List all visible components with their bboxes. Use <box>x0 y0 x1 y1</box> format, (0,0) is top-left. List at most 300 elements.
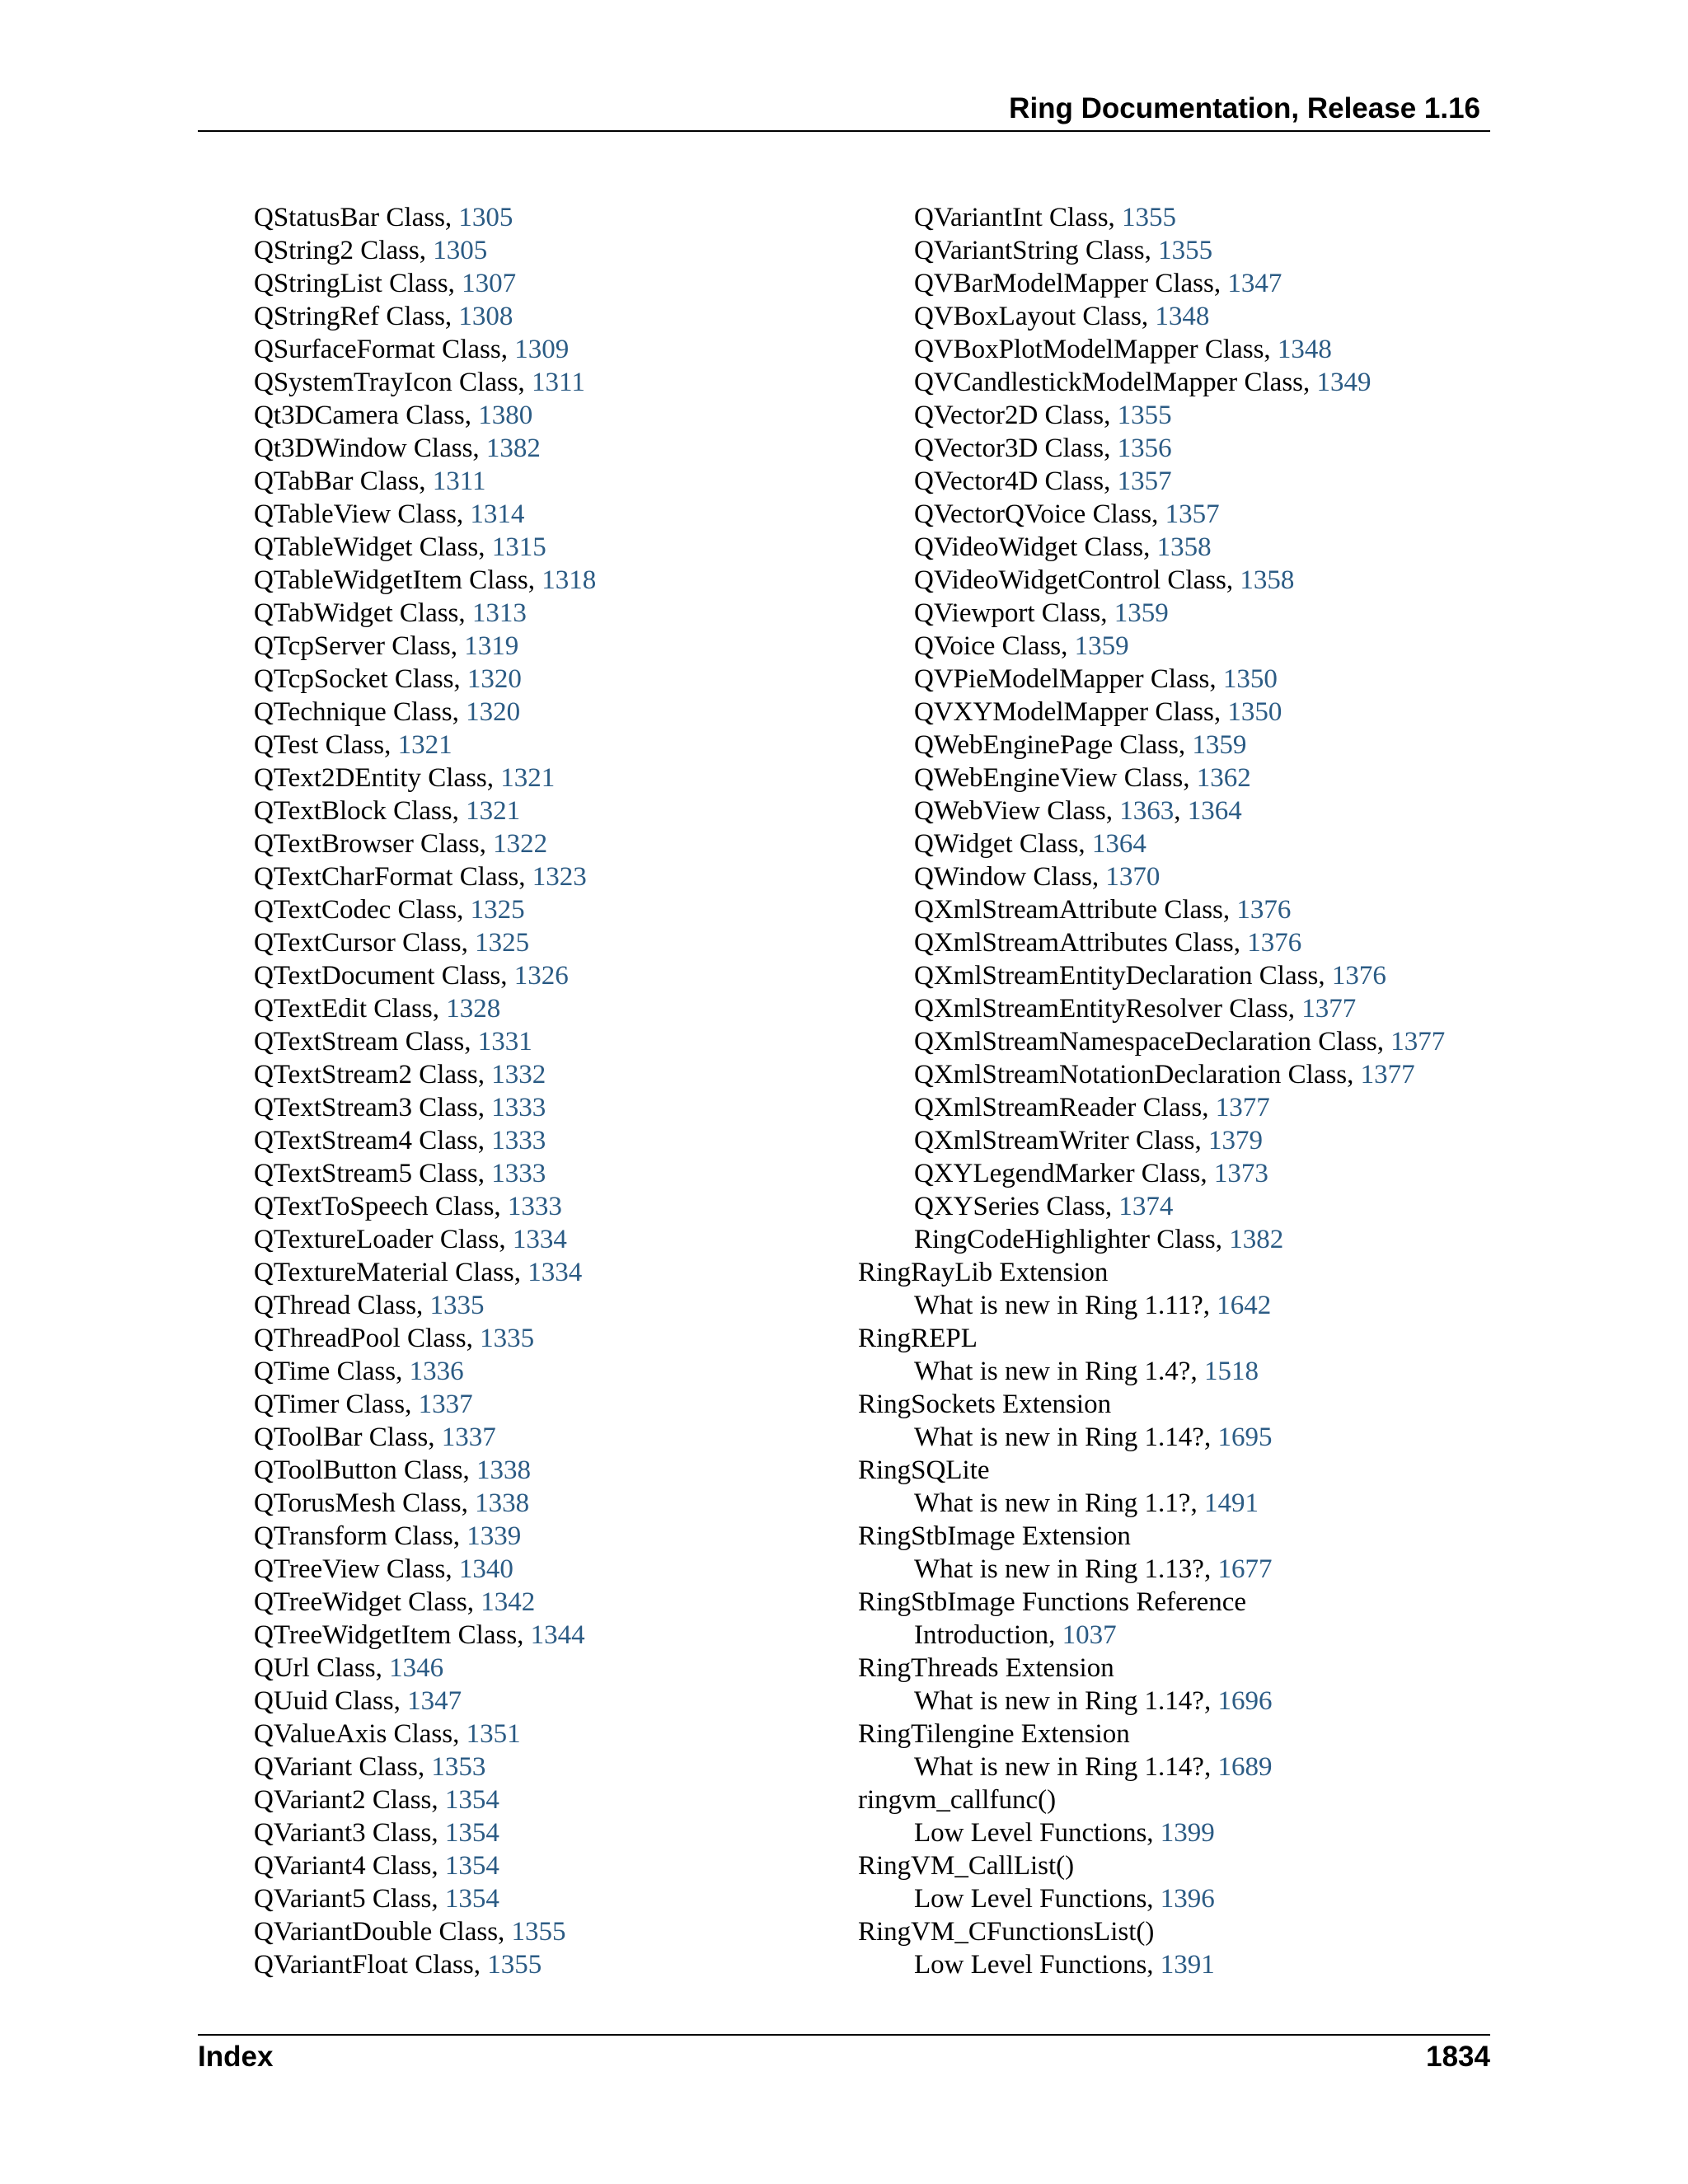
page-link[interactable]: 1305 <box>433 236 488 265</box>
index-subentry: QVector4D Class, 1357 <box>914 466 1172 496</box>
page-link[interactable]: 1346 <box>389 1653 444 1683</box>
page-link[interactable]: 1695 <box>1217 1422 1273 1452</box>
page-link[interactable]: 1349 <box>1316 368 1372 397</box>
index-entry-label: RingThreads Extension <box>858 1653 1114 1683</box>
index-subentry: QTextCharFormat Class, 1323 <box>254 862 587 892</box>
index-entry-label: QVariantDouble Class <box>254 1917 499 1947</box>
index-entry-label: QTextEdit Class <box>254 994 433 1024</box>
page-link[interactable]: 1396 <box>1160 1884 1215 1914</box>
index-subentry: QTextureLoader Class, 1334 <box>254 1225 567 1254</box>
page-link[interactable]: 1355 <box>1158 236 1213 265</box>
index-subentry: QTextEdit Class, 1328 <box>254 994 501 1024</box>
page-link[interactable]: 1314 <box>470 499 525 529</box>
index-subentry: QVariant5 Class, 1354 <box>254 1884 499 1914</box>
index-entry-label: RingTilengine Extension <box>858 1719 1130 1749</box>
index-entry-label: QXmlStreamNamespaceDeclaration Class <box>914 1027 1377 1057</box>
page-link[interactable]: 1359 <box>1074 631 1129 661</box>
index-entry-label: QTextBlock Class <box>254 796 452 826</box>
index-subentry: QXmlStreamAttribute Class, 1376 <box>914 895 1292 925</box>
index-entry-label: QTextStream2 Class <box>254 1060 478 1090</box>
index-subentry: QTextToSpeech Class, 1333 <box>254 1192 562 1221</box>
page-link[interactable]: 1318 <box>542 565 597 595</box>
page-link[interactable]: 1376 <box>1236 895 1292 925</box>
index-entry-label: What is new in Ring 1.4? <box>914 1357 1191 1386</box>
index-entry-label: What is new in Ring 1.14? <box>914 1686 1204 1716</box>
page-link[interactable]: 1399 <box>1160 1818 1215 1848</box>
page-link[interactable]: 1355 <box>1117 401 1172 430</box>
index-subentry: QViewport Class, 1359 <box>914 598 1169 628</box>
index-subentry: QTextCursor Class, 1325 <box>254 928 530 958</box>
page-link[interactable]: 1342 <box>481 1587 536 1617</box>
index-subentry: QVariantDouble Class, 1355 <box>254 1917 566 1947</box>
index-subentry: QXmlStreamEntityDeclaration Class, 1376 <box>914 961 1386 991</box>
page-link[interactable]: 1313 <box>471 598 527 628</box>
page-link[interactable]: 1322 <box>493 829 548 859</box>
index-subentry: Introduction, 1037 <box>914 1620 1117 1650</box>
page-link[interactable]: 1309 <box>514 335 570 364</box>
index-entry-label: QStringList Class <box>254 269 448 298</box>
index-subentry: What is new in Ring 1.14?, 1695 <box>914 1422 1273 1452</box>
page-link[interactable]: 1332 <box>491 1060 546 1090</box>
index-entry-label: RingVM_CFunctionsList() <box>858 1917 1155 1947</box>
index-entry-label: QVBoxPlotModelMapper Class <box>914 335 1264 364</box>
page-link[interactable]: 1037 <box>1062 1620 1117 1650</box>
page-link[interactable]: 1325 <box>470 895 525 925</box>
index-entry <box>858 1652 1445 1685</box>
index-entry-label: QVideoWidgetControl Class <box>914 565 1226 595</box>
footer-section-label: Index <box>198 2041 274 2073</box>
index-entry-label: QXmlStreamReader Class <box>914 1093 1203 1122</box>
index-subentry: QTechnique Class, 1320 <box>254 697 521 727</box>
index-subentry: QTextStream5 Class, 1333 <box>254 1159 546 1188</box>
index-entry-label: QTabBar Class <box>254 466 420 496</box>
index-subentry: QTextDocument Class, 1326 <box>254 961 569 991</box>
page-link[interactable]: 1339 <box>467 1521 522 1551</box>
index-subentry: QTextStream Class, 1331 <box>254 1027 532 1057</box>
index-entry-label: QWidget Class <box>914 829 1079 859</box>
page-link[interactable]: 1364 <box>1091 829 1146 859</box>
index-entry-label: QThread Class <box>254 1291 417 1320</box>
index-entry-label: RingSQLite <box>858 1455 990 1485</box>
page-link[interactable]: 1321 <box>500 763 556 793</box>
page-link[interactable]: 1335 <box>480 1324 535 1353</box>
index-entry-label: QSystemTrayIcon Class <box>254 368 518 397</box>
index-subentry: RingCodeHighlighter Class, 1382 <box>914 1225 1284 1254</box>
page-link[interactable]: 1377 <box>1360 1060 1415 1090</box>
index-subentry: QVectorQVoice Class, 1357 <box>914 499 1220 529</box>
index-entry-label: QVector3D Class <box>914 434 1104 463</box>
page-link[interactable]: 1380 <box>478 401 533 430</box>
index-entry-label: QSurfaceFormat Class <box>254 335 501 364</box>
page-link[interactable]: 1353 <box>431 1752 486 1782</box>
index-subentry: QTest Class, 1321 <box>254 730 452 760</box>
index-entry-label: QUrl Class <box>254 1653 376 1683</box>
page-link[interactable]: 1325 <box>475 928 530 958</box>
page-link[interactable]: 1358 <box>1240 565 1295 595</box>
index-subentry: QXmlStreamNotationDeclaration Class, 1377 <box>914 1060 1415 1090</box>
index-subentry: QXmlStreamEntityResolver Class, 1377 <box>914 994 1357 1024</box>
index-subentry: QTextStream4 Class, 1333 <box>254 1126 546 1155</box>
page-link[interactable]: 1518 <box>1203 1357 1259 1386</box>
index-entry-label: What is new in Ring 1.14? <box>914 1422 1204 1452</box>
index-subentry: QWebEngineView Class, 1362 <box>914 763 1251 793</box>
index-entry-label: QVBarModelMapper Class <box>914 269 1214 298</box>
index-subentry: QUrl Class, 1346 <box>254 1653 444 1683</box>
index-subentry: Low Level Functions, 1396 <box>914 1884 1215 1914</box>
index-entry-label: QTextureMaterial Class <box>254 1258 514 1287</box>
index-subentry: QVoice Class, 1359 <box>914 631 1129 661</box>
index-entry-label: RingCodeHighlighter Class <box>914 1225 1216 1254</box>
index-entry-label: QXmlStreamEntityResolver Class <box>914 994 1288 1024</box>
index-subentry: QTabWidget Class, 1313 <box>254 598 527 628</box>
index-subentry: What is new in Ring 1.11?, 1642 <box>914 1291 1272 1320</box>
index-subentry: QStringList Class, 1307 <box>254 269 517 298</box>
index-entry-label: QVariant5 Class <box>254 1884 432 1914</box>
page-link[interactable]: 1347 <box>1227 269 1282 298</box>
index-subentry: QVPieModelMapper Class, 1350 <box>914 664 1278 694</box>
index-entry-label: QVectorQVoice Class <box>914 499 1152 529</box>
index-entry-label: QXmlStreamWriter Class <box>914 1126 1195 1155</box>
page-link[interactable]: 1333 <box>491 1159 546 1188</box>
page-link[interactable]: 1323 <box>532 862 587 892</box>
page-link[interactable]: 1348 <box>1277 335 1332 364</box>
page-link[interactable]: 1336 <box>409 1357 464 1386</box>
index-entry-label: QTableWidget Class <box>254 532 479 562</box>
page-link[interactable]: 1364 <box>1187 796 1242 826</box>
index-subentry: QXYLegendMarker Class, 1373 <box>914 1159 1268 1188</box>
index-entry-label: What is new in Ring 1.13? <box>914 1554 1204 1584</box>
index-entry-label: QTextStream3 Class <box>254 1093 478 1122</box>
index-column-right <box>858 201 1445 1981</box>
index-subentry: QVideoWidget Class, 1358 <box>914 532 1212 562</box>
index-entry-label: QTreeWidget Class <box>254 1587 467 1617</box>
page-link[interactable]: 1354 <box>444 1818 499 1848</box>
index-entry-label: RingSockets Extension <box>858 1390 1112 1419</box>
index-entry-label: QStatusBar Class <box>254 203 445 232</box>
index-entry <box>858 1520 1445 1553</box>
index-entry-label: QTest Class <box>254 730 385 760</box>
page-link[interactable]: 1357 <box>1117 466 1172 496</box>
index-entry <box>858 1256 1445 1289</box>
index-entry-label: QVector4D Class <box>914 466 1104 496</box>
index-entry-label: Low Level Functions <box>914 1884 1147 1914</box>
index-entry-label: QVideoWidget Class <box>914 532 1144 562</box>
page-link[interactable]: 1350 <box>1222 664 1278 694</box>
page-link[interactable]: 1350 <box>1227 697 1282 727</box>
index-subentry: QThread Class, 1335 <box>254 1291 485 1320</box>
index-entry <box>858 1388 1445 1421</box>
page-link[interactable]: 1315 <box>491 532 546 562</box>
index-entry-label: QUuid Class <box>254 1686 394 1716</box>
index-subentry: QWindow Class, 1370 <box>914 862 1160 892</box>
page-link[interactable]: 1337 <box>441 1422 496 1452</box>
page-link[interactable]: 1391 <box>1160 1950 1215 1980</box>
page-link[interactable]: 1331 <box>477 1027 532 1057</box>
page-link[interactable]: 1328 <box>446 994 501 1024</box>
page-link[interactable]: 1335 <box>429 1291 485 1320</box>
index-entry-label: QStringRef Class <box>254 302 445 331</box>
index-subentry: QTableWidget Class, 1315 <box>254 532 546 562</box>
index-entry-label: QTcpServer Class <box>254 631 451 661</box>
index-subentry: QVariant4 Class, 1354 <box>254 1851 499 1881</box>
index-entry-label: QVariant3 Class <box>254 1818 432 1848</box>
page-link[interactable]: 1337 <box>418 1390 473 1419</box>
page-link[interactable]: 1355 <box>1122 203 1177 232</box>
page-link[interactable]: 1677 <box>1217 1554 1273 1584</box>
index-entry-label: QToolBar Class <box>254 1422 429 1452</box>
index-subentry: Qt3DCamera Class, 1380 <box>254 401 533 430</box>
index-entry-label: RingVM_CallList() <box>858 1851 1075 1881</box>
index-entry-label: QText2DEntity Class <box>254 763 487 793</box>
page-link[interactable]: 1382 <box>1229 1225 1284 1254</box>
index-entry-label: QXYLegendMarker Class <box>914 1159 1201 1188</box>
index-entry-label: QTableView Class <box>254 499 457 529</box>
page-link[interactable]: 1340 <box>458 1554 513 1584</box>
index-subentry: QVariantString Class, 1355 <box>914 236 1213 265</box>
page-link[interactable]: 1379 <box>1208 1126 1264 1155</box>
index-entry-label: QWindow Class <box>914 862 1092 892</box>
page-link[interactable]: 1359 <box>1192 730 1247 760</box>
index-entry <box>858 1849 1445 1882</box>
index-entry-label: QVPieModelMapper Class <box>914 664 1210 694</box>
index-entry-label: QVariantFloat Class <box>254 1950 474 1980</box>
index-entry-label: QVoice Class <box>914 631 1062 661</box>
page-link[interactable]: 1359 <box>1114 598 1169 628</box>
index-entry-label: What is new in Ring 1.1? <box>914 1488 1191 1518</box>
index-subentry: QTcpServer Class, 1319 <box>254 631 519 661</box>
index-entry-label: QToolButton Class <box>254 1455 463 1485</box>
index-entry-label: RingStbImage Functions Reference <box>858 1587 1247 1617</box>
page-link[interactable]: 1376 <box>1247 928 1302 958</box>
page-link[interactable]: 1321 <box>466 796 521 826</box>
index-subentry: Qt3DWindow Class, 1382 <box>254 434 541 463</box>
page-link[interactable]: 1308 <box>458 302 513 331</box>
index-subentry: QStatusBar Class, 1305 <box>254 203 513 232</box>
index-subentry: QVBarModelMapper Class, 1347 <box>914 269 1282 298</box>
index-entry-label: QTextDocument Class <box>254 961 501 991</box>
index-subentry: QXYSeries Class, 1374 <box>914 1192 1174 1221</box>
index-subentry: QSurfaceFormat Class, 1309 <box>254 335 570 364</box>
index-subentry: QTextureMaterial Class, 1334 <box>254 1258 583 1287</box>
page-link[interactable]: 1320 <box>466 697 521 727</box>
index-entry-label: QTextStream5 Class <box>254 1159 478 1188</box>
page-link[interactable]: 1354 <box>444 1851 499 1881</box>
page-link[interactable]: 1374 <box>1118 1192 1174 1221</box>
page-link[interactable]: 1333 <box>491 1093 546 1122</box>
index-subentry: QThreadPool Class, 1335 <box>254 1324 535 1353</box>
page-link[interactable]: 1642 <box>1217 1291 1272 1320</box>
index-subentry: QVBoxPlotModelMapper Class, 1348 <box>914 335 1332 364</box>
index-subentry: QTransform Class, 1339 <box>254 1521 522 1551</box>
index-entry <box>858 1915 1445 1948</box>
page-link[interactable]: 1354 <box>444 1884 499 1914</box>
index-entry-label: QTechnique Class <box>254 697 452 727</box>
page-link[interactable]: 1358 <box>1156 532 1212 562</box>
index-subentry: QTreeWidgetItem Class, 1344 <box>254 1620 585 1650</box>
page-link[interactable]: 1351 <box>466 1719 521 1749</box>
page-link[interactable]: 1377 <box>1390 1027 1446 1057</box>
index-entry-label: QVCandlestickModelMapper Class <box>914 368 1304 397</box>
page-link[interactable]: 1347 <box>407 1686 462 1716</box>
index-entry-label: QTextureLoader Class <box>254 1225 499 1254</box>
index-entry-label: QVariant2 Class <box>254 1785 432 1815</box>
page-link[interactable]: 1326 <box>513 961 569 991</box>
footer-page-number: 1834 <box>1426 2041 1490 2073</box>
index-entry-label: QXYSeries Class <box>914 1192 1105 1221</box>
index-subentry: QTorusMesh Class, 1338 <box>254 1488 530 1518</box>
index-subentry: What is new in Ring 1.14?, 1696 <box>914 1686 1273 1716</box>
page-link[interactable]: 1348 <box>1155 302 1210 331</box>
index-entry-label: ringvm_callfunc() <box>858 1785 1057 1815</box>
index-entry-label: QThreadPool Class <box>254 1324 467 1353</box>
index-subentry: QTimer Class, 1337 <box>254 1390 473 1419</box>
index-subentry: QTextStream2 Class, 1332 <box>254 1060 546 1090</box>
header-divider <box>198 130 1490 132</box>
page-link[interactable]: 1338 <box>476 1455 531 1485</box>
index-entry-label: QTcpSocket Class <box>254 664 454 694</box>
page-link[interactable]: 1334 <box>512 1225 567 1254</box>
index-subentry: QVariant3 Class, 1354 <box>254 1818 499 1848</box>
index-entry-label: QTabWidget Class <box>254 598 459 628</box>
index-subentry: QUuid Class, 1347 <box>254 1686 462 1716</box>
index-subentry: QTextCodec Class, 1325 <box>254 895 525 925</box>
page-link[interactable]: 1363 <box>1119 796 1175 826</box>
index-entry-label: QTorusMesh Class <box>254 1488 462 1518</box>
index-subentry: QVCandlestickModelMapper Class, 1349 <box>914 368 1372 397</box>
page-link[interactable]: 1320 <box>467 664 522 694</box>
page-link[interactable]: 1311 <box>532 368 585 397</box>
index-entry-label: QTextBrowser Class <box>254 829 480 859</box>
index-subentry: QTextBlock Class, 1321 <box>254 796 521 826</box>
page-link[interactable]: 1319 <box>464 631 519 661</box>
page-link[interactable]: 1362 <box>1196 763 1251 793</box>
index-subentry: Low Level Functions, 1399 <box>914 1818 1215 1848</box>
index-subentry: Low Level Functions, 1391 <box>914 1950 1215 1980</box>
index-subentry: QSystemTrayIcon Class, 1311 <box>254 368 585 397</box>
index-subentry: QWidget Class, 1364 <box>914 829 1146 859</box>
index-entry-label: QWebEnginePage Class <box>914 730 1179 760</box>
index-subentry: QToolBar Class, 1337 <box>254 1422 496 1452</box>
page-link[interactable]: 1321 <box>397 730 452 760</box>
index-entry-label: QXmlStreamAttribute Class <box>914 895 1223 925</box>
index-subentry: QVariantInt Class, 1355 <box>914 203 1177 232</box>
index-subentry: QXmlStreamWriter Class, 1379 <box>914 1126 1264 1155</box>
index-entry-label: QTextCursor Class <box>254 928 462 958</box>
index-subentry: QValueAxis Class, 1351 <box>254 1719 521 1749</box>
page-link[interactable]: 1355 <box>487 1950 542 1980</box>
page-link[interactable]: 1338 <box>475 1488 530 1518</box>
page-link[interactable]: 1689 <box>1217 1752 1273 1782</box>
index-entry-label: QXmlStreamAttributes Class <box>914 928 1234 958</box>
index-entry-label: QValueAxis Class <box>254 1719 453 1749</box>
index-subentry: What is new in Ring 1.1?, 1491 <box>914 1488 1259 1518</box>
index-entry-label: QWebEngineView Class <box>914 763 1184 793</box>
page-link[interactable]: 1357 <box>1165 499 1220 529</box>
index-subentry: QWebEnginePage Class, 1359 <box>914 730 1247 760</box>
index-subentry: QVariantFloat Class, 1355 <box>254 1950 542 1980</box>
index-subentry: QVector2D Class, 1355 <box>914 401 1172 430</box>
index-entry-label: QViewport Class <box>914 598 1101 628</box>
index-entry-label: QTransform Class <box>254 1521 453 1551</box>
index-entry <box>858 1322 1445 1355</box>
page-link[interactable]: 1334 <box>528 1258 583 1287</box>
index-entry-label: RingRayLib Extension <box>858 1258 1109 1287</box>
index-subentry: QXmlStreamNamespaceDeclaration Class, 1377 <box>914 1027 1446 1057</box>
index-entry-label: QVariantInt Class <box>914 203 1109 232</box>
index-subentry: QVBoxLayout Class, 1348 <box>914 302 1210 331</box>
index-entry-label: QVXYModelMapper Class <box>914 697 1214 727</box>
index-entry-label: QVariant Class <box>254 1752 418 1782</box>
index-entry-label: QTextCodec Class <box>254 895 457 925</box>
index-entry-label: QTimer Class <box>254 1390 406 1419</box>
index-subentry: QTime Class, 1336 <box>254 1357 464 1386</box>
index-entry-label: QTime Class <box>254 1357 396 1386</box>
index-subentry: QVariant Class, 1353 <box>254 1752 486 1782</box>
page-link[interactable]: 1311 <box>432 466 486 496</box>
index-subentry: QWebView Class, 1363, 1364 <box>914 796 1242 826</box>
index-subentry: What is new in Ring 1.14?, 1689 <box>914 1752 1273 1782</box>
page-link[interactable]: 1307 <box>462 269 517 298</box>
page-link[interactable]: 1382 <box>485 434 541 463</box>
index-entry-label: QXmlStreamNotationDeclaration Class <box>914 1060 1348 1090</box>
index-entry-label: QVariantString Class <box>914 236 1145 265</box>
index-subentry: QStringRef Class, 1308 <box>254 302 513 331</box>
page-link[interactable]: 1344 <box>530 1620 585 1650</box>
index-subentry: QToolButton Class, 1338 <box>254 1455 531 1485</box>
index-entry-label: QTableWidgetItem Class <box>254 565 528 595</box>
index-subentry: QXmlStreamAttributes Class, 1376 <box>914 928 1302 958</box>
index-subentry: QTreeWidget Class, 1342 <box>254 1587 536 1617</box>
index-subentry: QVector3D Class, 1356 <box>914 434 1172 463</box>
index-subentry: QTableView Class, 1314 <box>254 499 525 529</box>
index-subentry: What is new in Ring 1.4?, 1518 <box>914 1357 1259 1386</box>
index-entry-label: QTextToSpeech Class <box>254 1192 495 1221</box>
index-entry-label: QTreeView Class <box>254 1554 446 1584</box>
page-link[interactable]: 1373 <box>1213 1159 1268 1188</box>
page-link[interactable]: 1491 <box>1203 1488 1259 1518</box>
index-entry-label: QTextStream Class <box>254 1027 465 1057</box>
page-link[interactable]: 1377 <box>1301 994 1357 1024</box>
page-link[interactable]: 1376 <box>1331 961 1386 991</box>
index-entry-label: QString2 Class <box>254 236 420 265</box>
index-entry-label: What is new in Ring 1.11? <box>914 1291 1203 1320</box>
page-link[interactable]: 1305 <box>458 203 513 232</box>
index-subentry: QTreeView Class, 1340 <box>254 1554 513 1584</box>
page-link[interactable]: 1377 <box>1215 1093 1270 1122</box>
index-entry <box>858 1454 1445 1487</box>
index-subentry: QTableWidgetItem Class, 1318 <box>254 565 597 595</box>
page-link[interactable]: 1355 <box>511 1917 566 1947</box>
index-entry-label: QWebView Class <box>914 796 1106 826</box>
page-link[interactable]: 1356 <box>1117 434 1172 463</box>
index-subentry: QText2DEntity Class, 1321 <box>254 763 556 793</box>
page-link[interactable]: 1333 <box>507 1192 562 1221</box>
index-entry-label: Low Level Functions <box>914 1818 1147 1848</box>
page-link[interactable]: 1354 <box>444 1785 499 1815</box>
page-link[interactable]: 1370 <box>1105 862 1160 892</box>
page-link[interactable]: 1333 <box>491 1126 546 1155</box>
index-entry-label: QVBoxLayout Class <box>914 302 1142 331</box>
index-entry-label: QVector2D Class <box>914 401 1104 430</box>
page-link[interactable]: 1696 <box>1217 1686 1273 1716</box>
index-entry <box>858 1718 1445 1750</box>
index-entry-label: QTextStream4 Class <box>254 1126 478 1155</box>
page-header-title: Ring Documentation, Release 1.16 <box>1009 92 1480 124</box>
index-entry-label: QVariant4 Class <box>254 1851 432 1881</box>
index-subentry: QXmlStreamReader Class, 1377 <box>914 1093 1270 1122</box>
index-entry-label: Low Level Functions <box>914 1950 1147 1980</box>
index-entry-label: What is new in Ring 1.14? <box>914 1752 1204 1782</box>
